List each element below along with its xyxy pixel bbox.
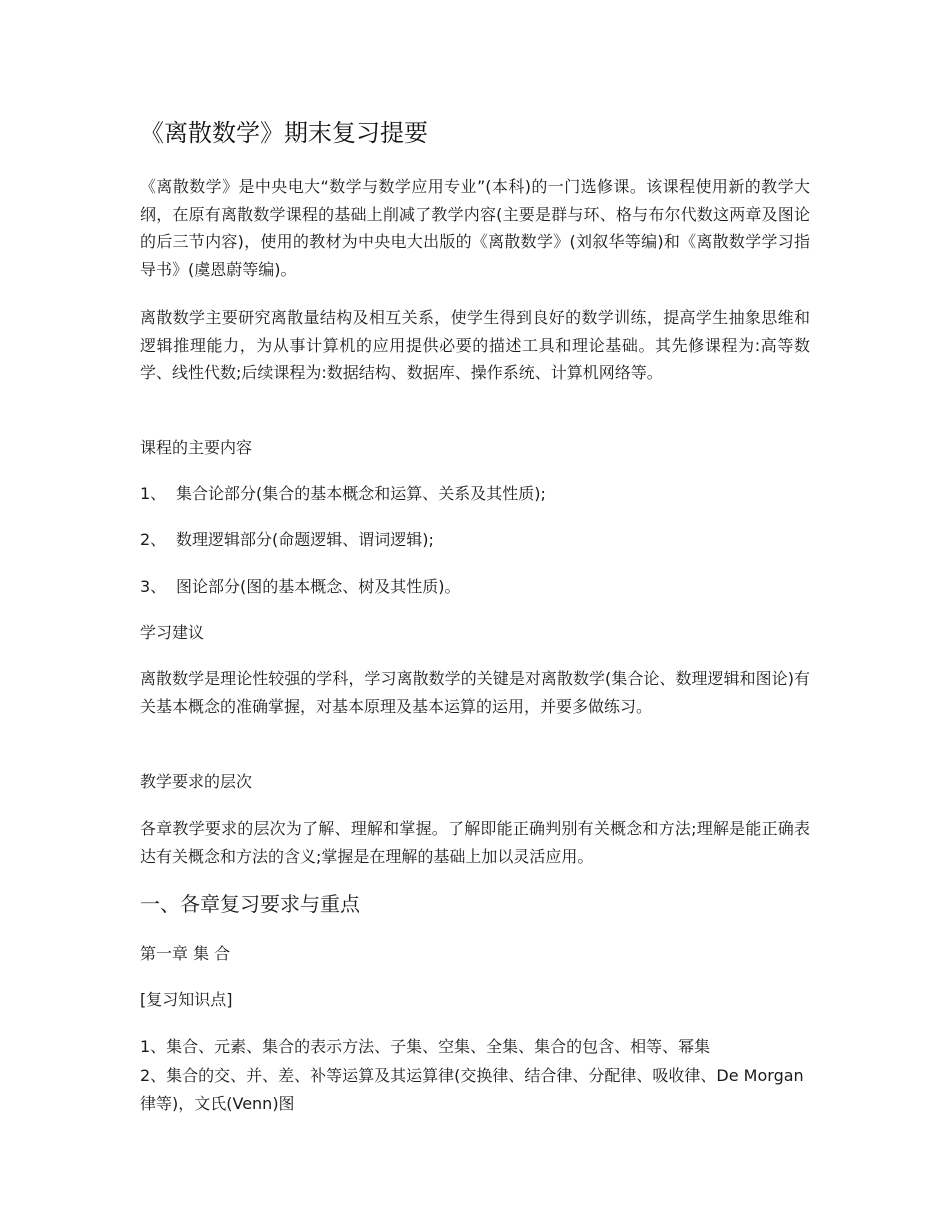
list-item-text: 数理逻辑部分(命题逻辑、谓词逻辑);: [176, 530, 434, 549]
overview-paragraph: 离散数学主要研究离散量结构及相互关系，使学生得到良好的数学训练，提高学生抽象思维和逻辑推理能力，为从事计算机的应用提供必要的描述工具和理论基础。其先修课程为:高等数学、线性代数;后续课程为:数据结构、数据库、操作系统、计算机网络等。: [140, 308, 810, 382]
list-item-text: 图论部分(图的基本概念、树及其性质)。: [176, 577, 461, 596]
list-item-number: 3、: [140, 577, 167, 596]
list-item: [140, 575, 461, 599]
study-advice-heading: 学习建议: [140, 623, 205, 642]
study-advice-paragraph: 离散数学是理论性较强的学科，学习离散数学的关键是对离散数学(集合论、数理逻辑和图论)有关基本概念的准确掌握，对基本原理及基本运算的运用，并要多做练习。: [140, 669, 810, 716]
review-points-heading: [复习知识点]: [140, 990, 233, 1009]
list-item: [140, 528, 434, 552]
levels-heading: 教学要求的层次: [140, 772, 253, 791]
list-item: [140, 482, 546, 506]
list-item-text: 集合论部分(集合的基本概念和运算、关系及其性质);: [176, 484, 546, 503]
list-item-number: 1、: [140, 484, 167, 503]
section-heading: 一、各章复习要求与重点: [140, 892, 360, 916]
list-item-number: 2、: [140, 530, 167, 549]
intro-paragraph: 《离散数学》是中央电大“数学与数学应用专业”(本科)的一门选修课。该课程使用新的教学大纲，在原有离散数学课程的基础上削减了教学内容(主要是群与环、格与布尔代数这两章及图论的后三节内容)，使用的教材为中央电大出版的《离散数学》(刘叙华等编)和《离散数学学习指导书》(虞恩蔚等编)。: [140, 177, 810, 279]
chapter-heading: 第一章 集 合: [140, 944, 231, 963]
main-content-heading: 课程的主要内容: [140, 438, 253, 457]
levels-paragraph: 各章教学要求的层次为了解、理解和掌握。了解即能正确判别有关概念和方法;理解是能正确表达有关概念和方法的含义;掌握是在理解的基础上加以灵活应用。: [140, 819, 810, 866]
review-point: 2、集合的交、并、差、补等运算及其运算律(交换律、结合律、分配律、吸收律、De Morgan 律等)，文氏(Venn)图: [140, 1066, 804, 1113]
review-point: 1、集合、元素、集合的表示方法、子集、空集、全集、集合的包含、相等、幂集: [140, 1037, 711, 1056]
page-title: 《离散数学》期末复习提要: [140, 119, 428, 147]
